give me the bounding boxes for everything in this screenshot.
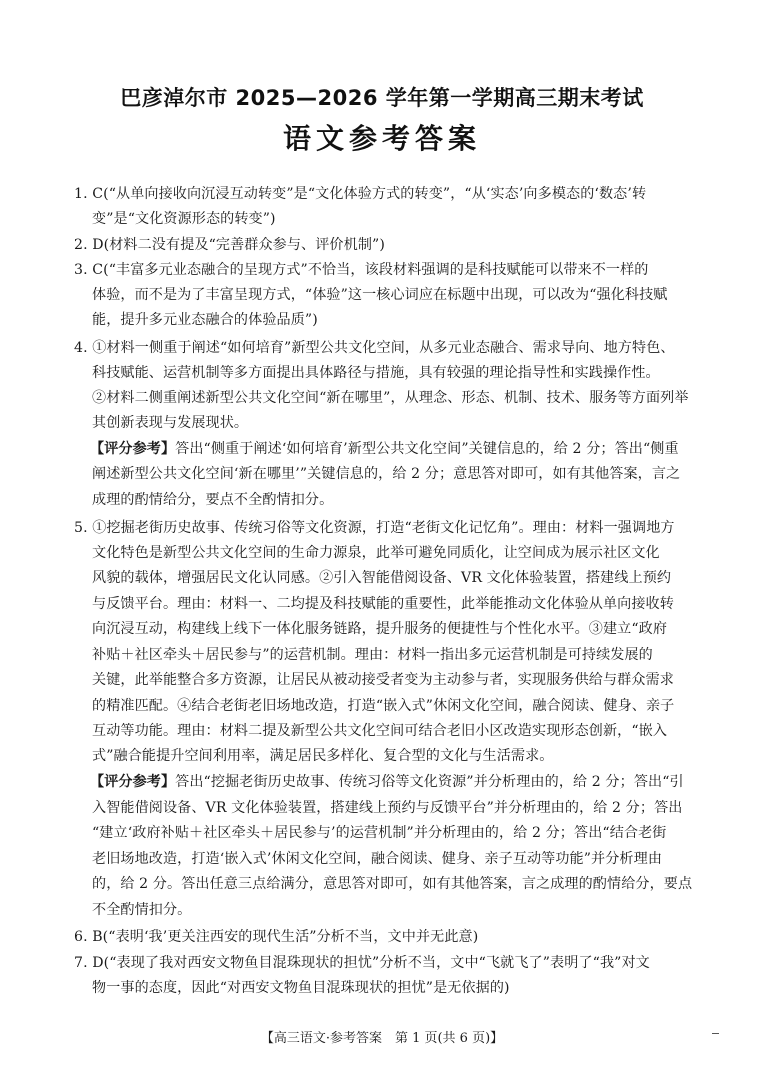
answer-line: 体验，而不是为了丰富呈现方式，“体验”这一核心词应在标题中出现，可以改为“强化科技赋 (92, 287, 668, 303)
answer-line: 6. B(“表明‘我’更关注西安的现代生活”分析不当，文中并无此意) (74, 929, 479, 945)
answer-line: 风貌的载体，增强居民文化认同感。②引入智能借阅设备、VR 文化体验装置，搭建线上预约 (92, 570, 672, 586)
rubric-line: 入智能借阅设备、VR 文化体验装置，搭建线上预约与反馈平台”并分析理由的，给 2 分；答出 (92, 800, 683, 816)
answer-line: 文化特色是新型公共文化空间的生命力源泉，此举可避免同质化，让空间成为展示社区文化 (92, 545, 660, 561)
answer-line: 4. ①材料一侧重于阐述“如何培育”新型公共文化空间，从多元业态融合、需求导向、地方特色、 (74, 340, 675, 356)
answer-line: 2. D(材料二没有提及“完善群众参与、评价机制”) (74, 237, 385, 253)
answer-line: 互动等功能。理由：材料二提及新型公共文化空间可结合老旧小区改造实现形态创新，“嵌入 (92, 723, 668, 739)
answer-line: 物一事的态度，因此“对西安文物鱼目混珠现状的担忧”是无依据的) (92, 980, 510, 996)
rubric-text: 答出“挖掘老街历史故事、传统习俗等文化资源”并分析理由的，给 2 分；答出“引 (175, 774, 684, 790)
rubric-text: 答出“侧重于阐述‘如何培育’新型公共文化空间”关键信息的，给 2 分；答出“侧重 (175, 441, 679, 457)
page-footer: 【高三语文·参考答案 第 1 页(共 6 页)】 (260, 1031, 504, 1046)
rubric-line (90, 772, 684, 792)
rubric-line (90, 439, 679, 459)
rubric-label: 【评分参考】 (90, 441, 176, 457)
answer-line: 1. C(“从单向接收向沉浸互动转变”是“文化体验方式的转变”，“从‘实态’向多模态的‘数态’转 (74, 186, 647, 202)
answer-line: 变”是“文化资源形态的转变”) (92, 211, 276, 227)
answer-line: 式”融合能提升空间利用率，满足居民多样化、复合型的文化与生活需求。 (92, 748, 554, 764)
rubric-line: 老旧场地改造，打造‘嵌入式’休闲文化空间，融合阅读、健身、亲子互动等功能”并分析理由 (92, 851, 663, 867)
answer-line: 向沉浸互动，构建线上线下一体化服务链路，提升服务的便捷性与个性化水平。③建立“政府 (92, 621, 668, 637)
document-subtitle: 语文参考答案 (282, 122, 481, 155)
answer-line: 能，提升多元业态融合的体验品质”) (92, 312, 318, 328)
rubric-label: 【评分参考】 (90, 774, 176, 790)
answer-line: 补贴＋社区牵头＋居民参与”的运营机制。理由：材料一指出多元运营机制是可持续发展的 (92, 647, 653, 663)
answer-line: 5. ①挖掘老街历史故事、传统习俗等文化资源，打造“老街文化记忆角”。理由：材料一强调地方 (74, 520, 675, 536)
answer-line: 科技赋能、运营机制等多方面提出具体路径与措施，具有较强的理论指导性和实践操作性。 (92, 365, 660, 381)
rubric-line: 的，给 2 分。答出任意三点给满分，意思答对即可，如有其他答案，言之成理的酌情给分，要点 (92, 876, 693, 892)
answer-line: 关键，此举能整合多方资源，让居民从被动接受者变为主动参与者，实现服务供给与群众需求 (92, 672, 674, 688)
answer-line: 3. C(“丰富多元业态融合的呈现方式”不恰当，该段材料强调的是科技赋能可以带来不一样的 (74, 262, 649, 278)
answer-line: 与反馈平台。理由：材料一、二均提及科技赋能的重要性，此举能推动文化体验从单向接收转 (92, 596, 674, 612)
answer-line: ②材料二侧重阐述新型公共文化空间“新在哪里”，从理念、形态、机制、技术、服务等方面列举 (92, 390, 689, 406)
corner-mark (712, 1033, 719, 1034)
answer-line: 其创新表现与发展现状。 (92, 415, 249, 431)
answer-line: 7. D(“表现了我对西安文物鱼目混珠现状的担忧”分析不当，文中“飞就飞了”表明了“我”对文 (74, 955, 650, 971)
answer-line: 的精准匹配。④结合老街老旧场地改造，打造“嵌入式”休闲文化空间，融合阅读、健身、亲子 (92, 698, 675, 714)
rubric-line: 阐述新型公共文化空间‘新在哪里’”关键信息的，给 2 分；意思答对即可，如有其他答案，言之 (92, 466, 681, 482)
exam-title: 巴彦淖尔市 2025—2026 学年第一学期高三期末考试 (120, 86, 644, 110)
rubric-line: 成理的酌情给分，要点不全酌情扣分。 (92, 492, 334, 508)
rubric-line: “建立‘政府补贴＋社区牵头＋居民参与’的运营机制”并分析理由的，给 2 分；答出“结合老街 (92, 825, 667, 841)
rubric-line: 不全酌情扣分。 (92, 902, 192, 918)
